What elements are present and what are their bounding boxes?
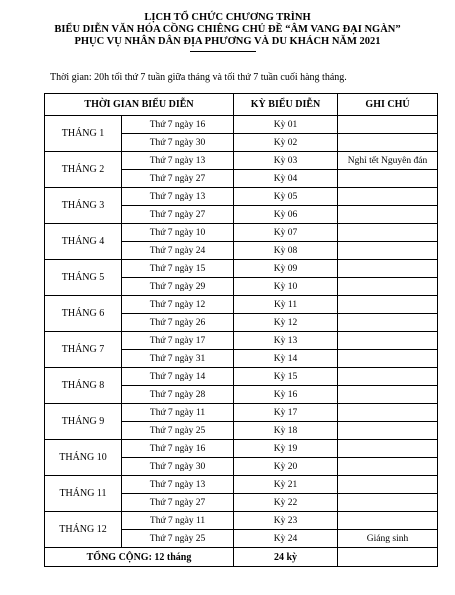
performance-date: Thứ 7 ngày 24 (122, 242, 234, 260)
header-time: THỜI GIAN BIỂU DIỄN (45, 94, 234, 116)
row-note (338, 440, 438, 458)
month-label: THÁNG 8 (45, 368, 122, 404)
session-number: Kỳ 05 (234, 188, 338, 206)
session-number: Kỳ 19 (234, 440, 338, 458)
performance-date: Thứ 7 ngày 29 (122, 278, 234, 296)
session-number: Kỳ 06 (234, 206, 338, 224)
performance-date: Thứ 7 ngày 27 (122, 206, 234, 224)
total-label: TỔNG CỘNG: 12 tháng (45, 548, 234, 567)
session-number: Kỳ 23 (234, 512, 338, 530)
table-row (45, 512, 438, 530)
session-number: Kỳ 04 (234, 170, 338, 188)
performance-date: Thứ 7 ngày 16 (122, 116, 234, 134)
table-header-row (45, 94, 438, 116)
session-number: Kỳ 12 (234, 314, 338, 332)
row-note (338, 224, 438, 242)
performance-date: Thứ 7 ngày 25 (122, 530, 234, 548)
session-number: Kỳ 10 (234, 278, 338, 296)
row-note (338, 494, 438, 512)
month-label: THÁNG 4 (45, 224, 122, 260)
performance-date: Thứ 7 ngày 13 (122, 476, 234, 494)
schedule-table (44, 93, 438, 567)
row-note (338, 422, 438, 440)
row-note (338, 170, 438, 188)
title-underline (190, 51, 256, 52)
session-number: Kỳ 20 (234, 458, 338, 476)
session-number: Kỳ 24 (234, 530, 338, 548)
row-note (338, 368, 438, 386)
month-label: THÁNG 11 (45, 476, 122, 512)
table-row (45, 224, 438, 242)
row-note: Giáng sinh (338, 530, 438, 548)
row-note (338, 188, 438, 206)
row-note (338, 260, 438, 278)
total-sessions: 24 kỳ (234, 548, 338, 567)
month-label: THÁNG 5 (45, 260, 122, 296)
performance-date: Thứ 7 ngày 27 (122, 494, 234, 512)
session-number: Kỳ 09 (234, 260, 338, 278)
month-label: THÁNG 7 (45, 332, 122, 368)
session-number: Kỳ 17 (234, 404, 338, 422)
month-label: THÁNG 1 (45, 116, 122, 152)
table-row (45, 188, 438, 206)
row-note (338, 296, 438, 314)
performance-date: Thứ 7 ngày 14 (122, 368, 234, 386)
row-note (338, 476, 438, 494)
row-note (338, 134, 438, 152)
table-row (45, 116, 438, 134)
performance-date: Thứ 7 ngày 11 (122, 512, 234, 530)
session-number: Kỳ 07 (234, 224, 338, 242)
performance-date: Thứ 7 ngày 15 (122, 260, 234, 278)
table-row (45, 260, 438, 278)
month-label: THÁNG 9 (45, 404, 122, 440)
table-row (45, 296, 438, 314)
title-line-2: BIỂU DIỄN VĂN HÓA CỒNG CHIÊNG CHỦ ĐỀ “ÂM VANG ĐẠI NGÀN” (54, 24, 401, 35)
table-body (45, 116, 438, 548)
table-row (45, 332, 438, 350)
row-note (338, 404, 438, 422)
row-note (338, 350, 438, 368)
table-row (45, 476, 438, 494)
session-number: Kỳ 11 (234, 296, 338, 314)
header-note: GHI CHÚ (338, 94, 438, 116)
performance-date: Thứ 7 ngày 28 (122, 386, 234, 404)
row-note (338, 314, 438, 332)
table-row (45, 440, 438, 458)
row-note (338, 458, 438, 476)
title-line-3: PHỤC VỤ NHÂN DÂN ĐỊA PHƯƠNG VÀ DU KHÁCH NĂM 2021 (74, 36, 381, 47)
session-number: Kỳ 21 (234, 476, 338, 494)
total-row (45, 548, 438, 567)
month-label: THÁNG 6 (45, 296, 122, 332)
row-note (338, 386, 438, 404)
performance-date: Thứ 7 ngày 12 (122, 296, 234, 314)
row-note: Nghỉ tết Nguyên đán (338, 152, 438, 170)
table-row (45, 152, 438, 170)
performance-date: Thứ 7 ngày 10 (122, 224, 234, 242)
performance-date: Thứ 7 ngày 16 (122, 440, 234, 458)
performance-date: Thứ 7 ngày 11 (122, 404, 234, 422)
table-row (45, 368, 438, 386)
month-label: THÁNG 10 (45, 440, 122, 476)
performance-date: Thứ 7 ngày 31 (122, 350, 234, 368)
total-note (338, 548, 438, 567)
month-label: THÁNG 3 (45, 188, 122, 224)
schedule-note: Thời gian: 20h tối thứ 7 tuần giữa tháng và tối thứ 7 tuần cuối hàng tháng. (50, 72, 347, 83)
row-note (338, 512, 438, 530)
session-number: Kỳ 18 (234, 422, 338, 440)
session-number: Kỳ 08 (234, 242, 338, 260)
session-number: Kỳ 02 (234, 134, 338, 152)
performance-date: Thứ 7 ngày 13 (122, 152, 234, 170)
session-number: Kỳ 16 (234, 386, 338, 404)
row-note (338, 242, 438, 260)
row-note (338, 116, 438, 134)
month-label: THÁNG 2 (45, 152, 122, 188)
performance-date: Thứ 7 ngày 13 (122, 188, 234, 206)
performance-date: Thứ 7 ngày 17 (122, 332, 234, 350)
row-note (338, 332, 438, 350)
row-note (338, 206, 438, 224)
title-line-1: LỊCH TỔ CHỨC CHƯƠNG TRÌNH (144, 12, 311, 23)
performance-date: Thứ 7 ngày 26 (122, 314, 234, 332)
session-number: Kỳ 22 (234, 494, 338, 512)
performance-date: Thứ 7 ngày 27 (122, 170, 234, 188)
document-title (0, 12, 455, 48)
performance-date: Thứ 7 ngày 30 (122, 458, 234, 476)
session-number: Kỳ 15 (234, 368, 338, 386)
session-number: Kỳ 03 (234, 152, 338, 170)
table-row (45, 404, 438, 422)
session-number: Kỳ 14 (234, 350, 338, 368)
row-note (338, 278, 438, 296)
header-session: KỲ BIỂU DIỄN (234, 94, 338, 116)
session-number: Kỳ 13 (234, 332, 338, 350)
month-label: THÁNG 12 (45, 512, 122, 548)
performance-date: Thứ 7 ngày 30 (122, 134, 234, 152)
performance-date: Thứ 7 ngày 25 (122, 422, 234, 440)
session-number: Kỳ 01 (234, 116, 338, 134)
